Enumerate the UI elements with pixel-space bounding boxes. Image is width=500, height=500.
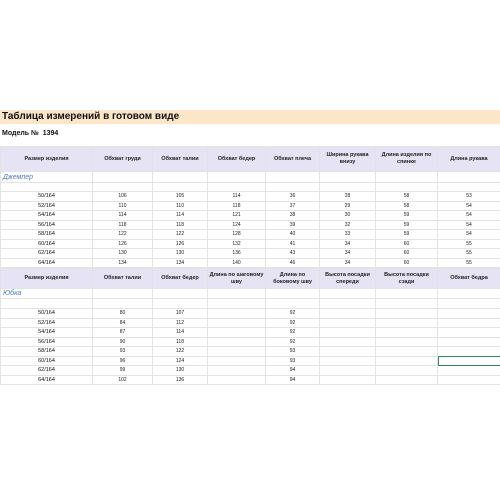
value-cell[interactable] <box>376 366 438 376</box>
value-cell[interactable]: 60 <box>376 258 438 268</box>
cell[interactable] <box>208 172 266 183</box>
header-cell[interactable]: Обхват талии <box>93 269 153 289</box>
value-cell[interactable]: 130 <box>153 366 208 376</box>
value-cell[interactable]: 134 <box>93 258 153 268</box>
cell[interactable] <box>1 183 93 192</box>
value-cell[interactable]: 54 <box>438 230 500 240</box>
value-cell[interactable] <box>320 309 376 319</box>
value-cell[interactable] <box>208 309 266 319</box>
value-cell[interactable] <box>376 375 438 385</box>
size-cell[interactable]: 60/164 <box>1 356 93 366</box>
value-cell[interactable]: 59 <box>376 220 438 230</box>
value-cell[interactable]: 124 <box>208 220 266 230</box>
value-cell[interactable] <box>376 328 438 338</box>
value-cell[interactable]: 34 <box>320 249 376 259</box>
table-row <box>1 201 500 211</box>
cell[interactable] <box>320 299 376 309</box>
value-cell[interactable] <box>438 337 500 347</box>
value-cell[interactable]: 28 <box>320 192 376 202</box>
table-row <box>1 258 500 268</box>
value-cell[interactable]: 124 <box>153 356 208 366</box>
value-cell[interactable]: 105 <box>153 192 208 202</box>
cell[interactable] <box>376 289 438 299</box>
value-cell[interactable] <box>376 318 438 328</box>
value-cell[interactable] <box>320 366 376 376</box>
jumper-rows <box>1 192 500 268</box>
table-row <box>1 366 500 376</box>
value-cell[interactable] <box>438 347 500 357</box>
value-cell[interactable]: 114 <box>153 211 208 221</box>
value-cell[interactable]: 58 <box>376 192 438 202</box>
value-cell[interactable]: 34 <box>320 258 376 268</box>
value-cell[interactable]: 122 <box>153 347 208 357</box>
value-cell[interactable]: 92 <box>266 318 320 328</box>
value-cell[interactable]: 55 <box>438 258 500 268</box>
table-row <box>1 318 500 328</box>
value-cell[interactable]: 121 <box>208 211 266 221</box>
header-cell[interactable]: Обхват бедра <box>438 269 500 289</box>
value-cell[interactable]: 132 <box>208 239 266 249</box>
cell[interactable] <box>153 172 208 183</box>
value-cell[interactable]: 96 <box>93 356 153 366</box>
blank-row <box>1 183 500 192</box>
value-cell[interactable] <box>320 375 376 385</box>
size-cell[interactable]: 56/164 <box>1 220 93 230</box>
value-cell[interactable] <box>320 318 376 328</box>
cell[interactable] <box>93 289 153 299</box>
cell[interactable] <box>1 299 93 309</box>
section-label-jumper[interactable]: Джемпер <box>1 172 93 183</box>
value-cell[interactable] <box>438 356 500 366</box>
cell[interactable] <box>208 183 266 192</box>
cell[interactable] <box>266 289 320 299</box>
value-cell[interactable]: 93 <box>266 356 320 366</box>
size-cell[interactable]: 60/164 <box>1 239 93 249</box>
value-cell[interactable]: 110 <box>153 201 208 211</box>
cell[interactable] <box>93 299 153 309</box>
cell[interactable] <box>208 289 266 299</box>
table-row <box>1 356 500 366</box>
value-cell[interactable]: 136 <box>153 375 208 385</box>
cell[interactable] <box>438 299 500 309</box>
table-row <box>1 249 500 259</box>
table-row <box>1 220 500 230</box>
value-cell[interactable]: 58 <box>376 201 438 211</box>
value-cell[interactable]: 40 <box>266 230 320 240</box>
table-row <box>1 309 500 319</box>
cell[interactable] <box>266 183 320 192</box>
cell[interactable] <box>153 183 208 192</box>
sheet-title: Таблица измерений в готовом виде <box>2 111 180 122</box>
table-row <box>1 347 500 357</box>
size-cell[interactable]: 50/164 <box>1 192 93 202</box>
table-row <box>1 230 500 240</box>
value-cell[interactable]: 55 <box>438 239 500 249</box>
model-number: 1394 <box>42 130 59 137</box>
value-cell[interactable]: 118 <box>93 220 153 230</box>
value-cell[interactable]: 106 <box>93 192 153 202</box>
value-cell[interactable]: 54 <box>438 211 500 221</box>
section-label-skirt[interactable]: Юбка <box>1 289 93 299</box>
value-cell[interactable] <box>208 337 266 347</box>
size-cell[interactable]: 52/164 <box>1 318 93 328</box>
header-cell[interactable]: Обхват груди <box>93 147 153 172</box>
table-row <box>1 192 500 202</box>
jumper-header-row <box>1 147 500 172</box>
header-cell[interactable]: Высота посадки сзади <box>376 269 438 289</box>
cell[interactable] <box>376 299 438 309</box>
cell[interactable] <box>93 172 153 183</box>
size-cell[interactable]: 62/164 <box>1 249 93 259</box>
value-cell[interactable] <box>438 328 500 338</box>
cell[interactable] <box>208 299 266 309</box>
cell[interactable] <box>320 183 376 192</box>
value-cell[interactable] <box>208 375 266 385</box>
value-cell[interactable]: 90 <box>93 337 153 347</box>
cell[interactable] <box>438 289 500 299</box>
header-cell[interactable]: Длина изделия по спинке <box>376 147 438 172</box>
value-cell[interactable]: 92 <box>266 337 320 347</box>
value-cell[interactable] <box>208 347 266 357</box>
value-cell[interactable]: 118 <box>153 337 208 347</box>
value-cell[interactable]: 114 <box>153 328 208 338</box>
table-row <box>1 239 500 249</box>
header-cell[interactable]: Обхват талии <box>153 147 208 172</box>
size-cell[interactable]: 52/164 <box>1 201 93 211</box>
value-cell[interactable] <box>208 366 266 376</box>
cell[interactable] <box>438 172 500 183</box>
value-cell[interactable]: 122 <box>153 230 208 240</box>
cell[interactable] <box>320 289 376 299</box>
skirt-table <box>0 268 500 385</box>
value-cell[interactable] <box>376 337 438 347</box>
size-cell[interactable]: 58/164 <box>1 347 93 357</box>
value-cell[interactable]: 92 <box>266 328 320 338</box>
header-cell[interactable]: Ширина рукава внизу <box>320 147 376 172</box>
value-cell[interactable] <box>208 328 266 338</box>
value-cell[interactable]: 110 <box>93 201 153 211</box>
value-cell[interactable]: 60 <box>376 239 438 249</box>
value-cell[interactable]: 93 <box>93 347 153 357</box>
value-cell[interactable]: 99 <box>93 366 153 376</box>
value-cell[interactable]: 134 <box>153 258 208 268</box>
header-cell[interactable]: Длина по шаговому шву <box>208 269 266 289</box>
value-cell[interactable] <box>208 318 266 328</box>
header-cell[interactable]: Обхват бедер <box>208 147 266 172</box>
value-cell[interactable] <box>438 375 500 385</box>
cell[interactable] <box>153 289 208 299</box>
header-cell[interactable]: Размер изделия <box>1 147 93 172</box>
value-cell[interactable]: 43 <box>266 249 320 259</box>
value-cell[interactable]: 32 <box>320 220 376 230</box>
model-line <box>2 130 58 137</box>
value-cell[interactable]: 29 <box>320 201 376 211</box>
value-cell[interactable]: 53 <box>438 192 500 202</box>
value-cell[interactable]: 41 <box>266 239 320 249</box>
size-cell[interactable]: 64/164 <box>1 258 93 268</box>
value-cell[interactable] <box>376 309 438 319</box>
value-cell[interactable]: 84 <box>93 318 153 328</box>
cell[interactable] <box>376 183 438 192</box>
table-row <box>1 328 500 338</box>
value-cell[interactable] <box>320 356 376 366</box>
value-cell[interactable]: 114 <box>208 192 266 202</box>
value-cell[interactable] <box>320 347 376 357</box>
table-row <box>1 375 500 385</box>
size-cell[interactable]: 58/164 <box>1 230 93 240</box>
value-cell[interactable]: 140 <box>208 258 266 268</box>
value-cell[interactable]: 126 <box>153 239 208 249</box>
value-cell[interactable]: 130 <box>93 249 153 259</box>
value-cell[interactable]: 39 <box>266 220 320 230</box>
value-cell[interactable]: 36 <box>266 192 320 202</box>
value-cell[interactable]: 112 <box>153 318 208 328</box>
blank-row <box>1 299 500 309</box>
size-cell[interactable]: 56/164 <box>1 337 93 347</box>
table-row <box>1 211 500 221</box>
jumper-table <box>0 146 500 268</box>
jumper-section-row <box>1 172 500 183</box>
value-cell[interactable]: 33 <box>320 230 376 240</box>
value-cell[interactable]: 102 <box>93 375 153 385</box>
value-cell[interactable]: 30 <box>320 211 376 221</box>
value-cell[interactable] <box>320 328 376 338</box>
header-cell[interactable]: Обхват бедер <box>153 269 208 289</box>
table-row <box>1 337 500 347</box>
size-cell[interactable]: 62/164 <box>1 366 93 376</box>
cell[interactable] <box>153 299 208 309</box>
size-cell[interactable]: 64/164 <box>1 375 93 385</box>
value-cell[interactable] <box>438 309 500 319</box>
cell[interactable] <box>266 299 320 309</box>
header-cell[interactable]: Размер изделия <box>1 269 93 289</box>
cell[interactable] <box>266 172 320 183</box>
value-cell[interactable]: 94 <box>266 375 320 385</box>
value-cell[interactable]: 87 <box>93 328 153 338</box>
size-cell[interactable]: 54/164 <box>1 328 93 338</box>
value-cell[interactable]: 92 <box>266 309 320 319</box>
value-cell[interactable] <box>376 347 438 357</box>
value-cell[interactable]: 54 <box>438 201 500 211</box>
value-cell[interactable]: 60 <box>376 249 438 259</box>
value-cell[interactable] <box>376 356 438 366</box>
value-cell[interactable]: 93 <box>266 347 320 357</box>
cell[interactable] <box>93 183 153 192</box>
value-cell[interactable]: 54 <box>438 220 500 230</box>
value-cell[interactable]: 107 <box>153 309 208 319</box>
cell[interactable] <box>438 183 500 192</box>
cell[interactable] <box>376 172 438 183</box>
value-cell[interactable] <box>438 318 500 328</box>
header-cell[interactable]: Длина по боковому шву <box>266 269 320 289</box>
size-cell[interactable]: 50/164 <box>1 309 93 319</box>
value-cell[interactable]: 126 <box>93 239 153 249</box>
value-cell[interactable] <box>208 356 266 366</box>
cell[interactable] <box>320 172 376 183</box>
value-cell[interactable]: 130 <box>153 249 208 259</box>
size-cell[interactable]: 54/164 <box>1 211 93 221</box>
value-cell[interactable]: 118 <box>153 220 208 230</box>
value-cell[interactable]: 59 <box>376 230 438 240</box>
value-cell[interactable] <box>320 337 376 347</box>
value-cell[interactable]: 55 <box>438 249 500 259</box>
value-cell[interactable]: 46 <box>266 258 320 268</box>
header-cell[interactable]: Обхват плеча <box>266 147 320 172</box>
value-cell[interactable]: 118 <box>208 201 266 211</box>
value-cell[interactable]: 114 <box>93 211 153 221</box>
skirt-header-row <box>1 269 500 289</box>
value-cell[interactable]: 80 <box>93 309 153 319</box>
header-cell[interactable]: Длина рукава <box>438 147 500 172</box>
value-cell[interactable]: 128 <box>208 230 266 240</box>
value-cell[interactable]: 136 <box>208 249 266 259</box>
value-cell[interactable]: 34 <box>320 239 376 249</box>
value-cell[interactable]: 37 <box>266 201 320 211</box>
value-cell[interactable]: 38 <box>266 211 320 221</box>
model-label: Модель № <box>2 130 39 137</box>
value-cell[interactable]: 94 <box>266 366 320 376</box>
header-cell[interactable]: Высота посадки спереди <box>320 269 376 289</box>
skirt-rows <box>1 309 500 385</box>
skirt-section-row <box>1 289 500 299</box>
value-cell[interactable]: 122 <box>93 230 153 240</box>
value-cell[interactable]: 59 <box>376 211 438 221</box>
value-cell[interactable] <box>438 366 500 376</box>
